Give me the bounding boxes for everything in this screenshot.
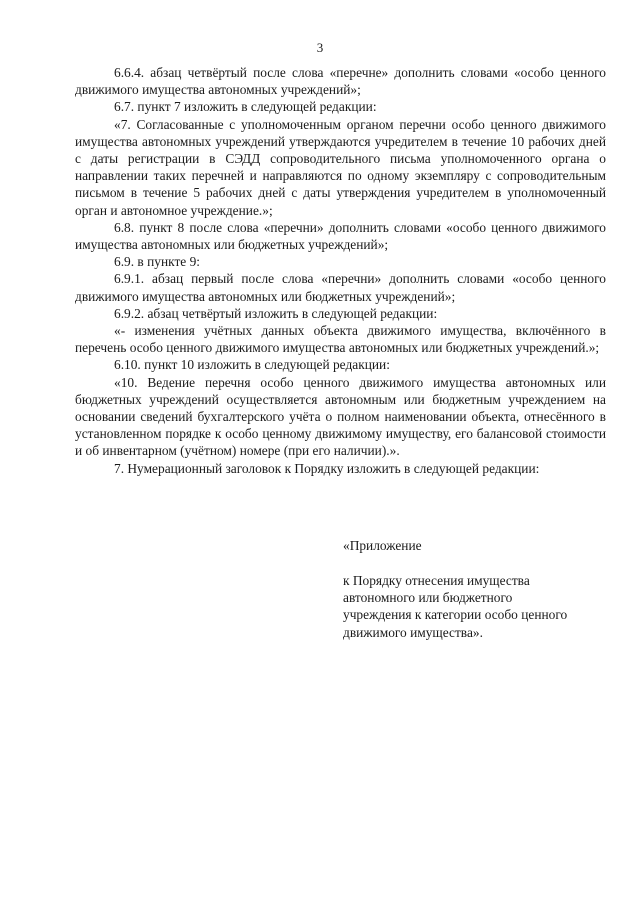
appendix-title: «Приложение xyxy=(343,538,422,553)
paragraph-6-9: 6.9. в пункте 9: xyxy=(114,254,201,270)
document-body xyxy=(75,64,606,477)
paragraph-6-8: 6.8. пункт 8 после слова «перечни» дополнить словами «особо ценного движимого имущества автономных или бюджетных учреждений»; xyxy=(75,219,606,253)
page-number: 3 xyxy=(316,40,324,55)
paragraph-6-7: 6.7. пункт 7 изложить в следующей редакции: xyxy=(114,99,377,115)
appendix-line: автономного или бюджетного xyxy=(343,590,513,606)
paragraph-7-text: «7. Согласованные с уполномоченным органом перечни особо ценного движимого имущества автономных учреждений утверждаются учредителем в течение 10 рабочих дней с даты регистрации в СЭДД сопроводительного письма уполномоченного органа о направлении таких перечней и направляются по одному экземпляру с сопроводительным письмом в течение 5 рабочих дней с даты утверждения учредителем в уполномоченный орган и автономное учреждение.»; xyxy=(75,116,606,218)
paragraph-10-text: «10. Ведение перечня особо ценного движимого имущества автономных или бюджетных учреждений осуществляется автономным или бюджетным учреждением на основании сведений бухгалтерского учёта о полном наименовании объекта, отнесённого в установленном порядке к особо ценному движимому имуществу, его балансовой стоимости и об инвентарном (учётном) номере (при его наличии).». xyxy=(75,374,606,459)
appendix-line: движимого имущества». xyxy=(343,624,483,640)
paragraph-6-6-4: 6.6.4. абзац четвёртый после слова «перечне» дополнить словами «особо ценного движимого имущества автономных учреждений»; xyxy=(75,65,606,98)
paragraph-6-9-2: 6.9.2. абзац четвёртый изложить в следующей редакции: xyxy=(114,305,438,321)
paragraph-changes-text: «- изменения учётных данных объекта движимого имущества, включённого в перечень особо ценного движимого имущества автономных или бюджетных учреждений.»; xyxy=(75,323,606,356)
paragraph-7: 7. Нумерационный заголовок к Порядку изложить в следующей редакции: xyxy=(114,460,540,476)
paragraph-6-9-1: 6.9.1. абзац первый после слова «перечни» дополнить словами «особо ценного движимого имущества автономных или бюджетных учреждений»; xyxy=(75,271,606,304)
appendix-subtitle xyxy=(343,572,613,641)
paragraph-6-10: 6.10. пункт 10 изложить в следующей редакции: xyxy=(114,357,390,373)
appendix-line: учреждения к категории особо ценного xyxy=(343,607,568,623)
appendix-line: к Порядку отнесения имущества xyxy=(343,573,530,588)
